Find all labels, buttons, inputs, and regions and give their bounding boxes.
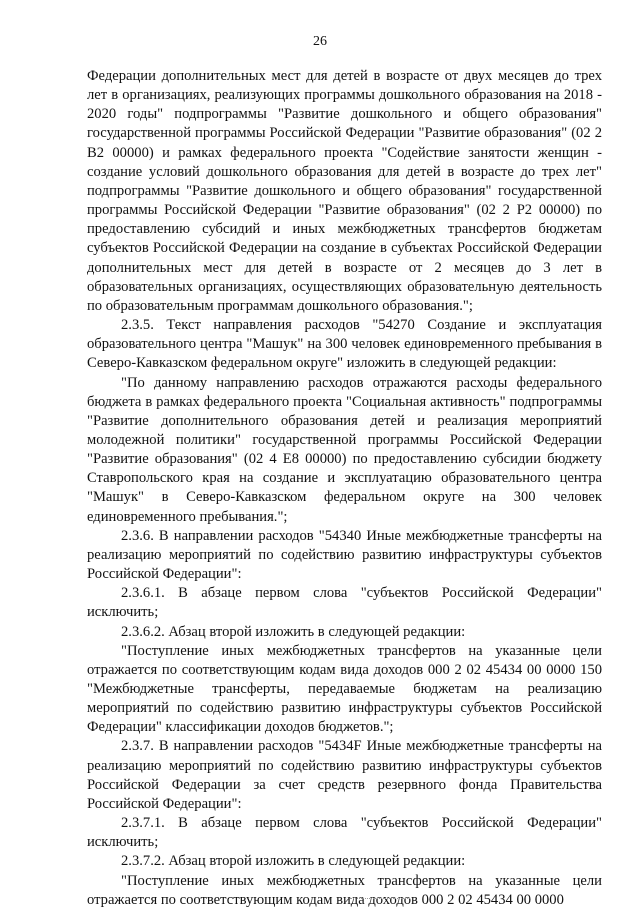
paragraph-2-3-7: 2.3.7. В направлении расходов "5434F Иные межбюджетные трансферты на реализацию мероприятий по содействию развитию инфраструктуры субъектов Российской Федерации за счет средств резервного фонда Правительства Российской Федерации": xyxy=(87,738,602,812)
paragraph-2-3-7-2-quote: "Поступление иных межбюджетных трансфертов на указанные цели отражается по соответствующим кодам вида доходов 000 2 02 45434 00 0000 xyxy=(87,872,602,908)
scan-artifact-divider xyxy=(350,898,410,901)
paragraph-2-3-5: 2.3.5. Текст направления расходов "54270 Создание и эксплуатация образовательного центра "Машук" на 300 человек единовременного пребывания в Северо-Кавказском федеральном округе" изложить в следующей редакции: xyxy=(87,317,602,372)
page-number: 26 xyxy=(313,34,327,49)
paragraph-2-3-6-2: 2.3.6.2. Абзац второй изложить в следующей редакции: xyxy=(121,623,466,640)
paragraph-2-3-6: 2.3.6. В направлении расходов "54340 Иные межбюджетные трансферты на реализацию мероприятий по содействию развитию инфраструктуры субъектов Российской Федерации": xyxy=(87,527,602,583)
paragraph-2-3-7-2: 2.3.7.2. Абзац второй изложить в следующей редакции: xyxy=(121,853,466,870)
paragraph-2-3-7-1: 2.3.7.1. В абзаце первом слова "субъектов Российской Федерации" исключить; xyxy=(87,815,602,851)
paragraph-continuation: Федерации дополнительных мест для детей в возрасте от двух месяцев до трех лет в организациях, реализующих программы дошкольного образования на 2018 - 2020 годы" подпрограммы "Развитие дошкольного и общего образования" государственной программы Российской Федерации "Развитие образования" (02 2 В2 00000) и рамках федерального проекта "Содействие занятости женщин - создание условий дошкольного образования для детей в возрасте до трех лет" подпрограммы "Развитие дошкольного и общего образования" государственной программы Российской Федерации "Развитие образования" (02 2 Р2 00000) по предоставлению субсидий и иных межбюджетных трансфертов бюджетам субъектов Российской Федерации на создание в субъектах Российской Федерации дополнительных мест для детей в возрасте от 2 месяцев до 3 лет в образовательных организациях, осуществляющих образовательную деятельность по образовательным программам дошкольного образования."; xyxy=(87,68,602,314)
paragraph-2-3-6-1: 2.3.6.1. В абзаце первом слова "субъектов Российской Федерации" исключить; xyxy=(87,585,602,621)
paragraph-2-3-5-quote: "По данному направлению расходов отражаются расходы федерального бюджета в рамках федерального проекта "Социальная активность" подпрограммы "Развитие дополнительного образования детей и реализация мероприятий молодежной политики" государственной программы Российской Федерации "Развитие образования" (02 4 Е8 00000) по предоставлению субсидии бюджету Ставропольского края на создание и эксплуатацию образовательного центра "Машук" в Северо-Кавказском федеральном округе на 300 человек единовременного пребывания."; xyxy=(87,374,602,525)
document-body xyxy=(87,67,602,910)
paragraph-2-3-6-2-quote: "Поступление иных межбюджетных трансфертов на указанные цели отражается по соответствующим кодам вида доходов 000 2 02 45434 00 0000 150 "Межбюджетные трансферты, передаваемые бюджетам на реализацию мероприятий по содействию развитию инфраструктуры субъектов Российской Федерации" классификации доходов бюджетов."; xyxy=(87,642,602,736)
